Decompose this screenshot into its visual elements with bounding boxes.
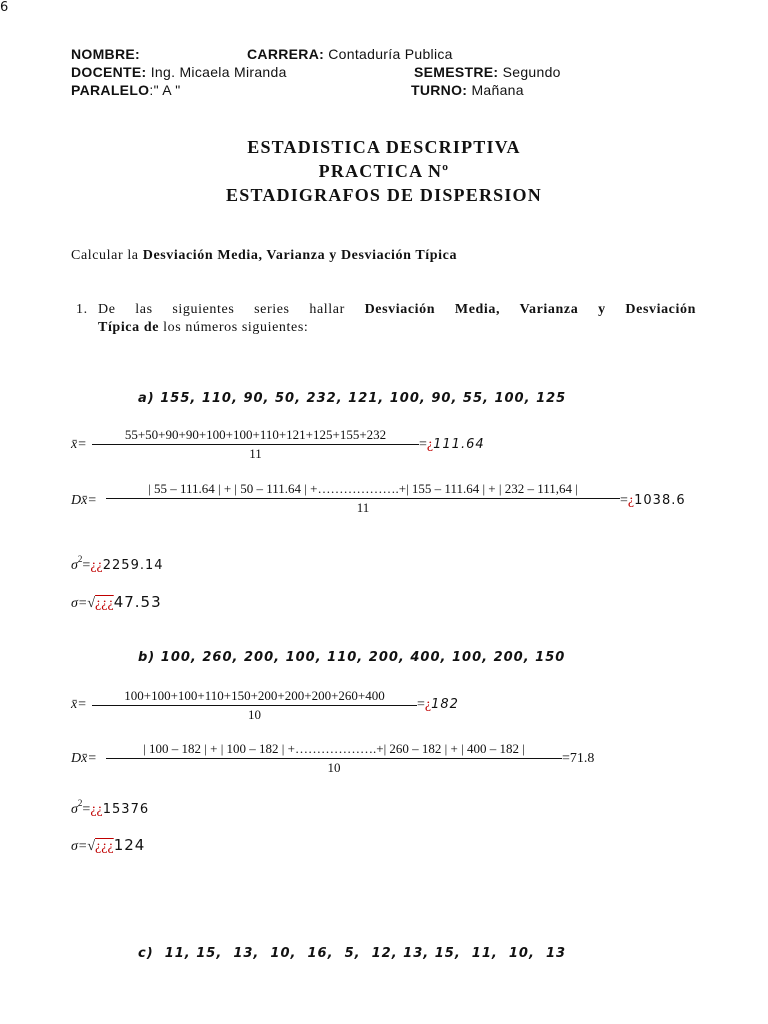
- mean-b-fraction-bar: [92, 705, 417, 706]
- mean-a-lhs: [71, 437, 87, 453]
- var-b-eq: =: [82, 802, 91, 817]
- exercise-number: 1.: [76, 302, 88, 317]
- carrera-field: [247, 46, 453, 62]
- var-a-exponent: 2: [77, 554, 83, 564]
- mean-b-denominator: 10: [248, 707, 261, 722]
- dm-a-xbar: x̄=: [81, 493, 97, 508]
- dm-b-denominator: 10: [327, 760, 341, 775]
- mean-a-fraction: [92, 427, 419, 462]
- var-b-value: 15376: [102, 802, 150, 817]
- paralelo-value: :" A ": [149, 82, 181, 98]
- title-line-1: ESTADISTICA DESCRIPTIVA: [247, 137, 521, 157]
- dm-b-fraction-bar: [106, 758, 562, 759]
- semestre-value: Segundo: [502, 64, 561, 80]
- mean-a-denominator: 11: [249, 446, 262, 461]
- exercise-line-1: [98, 302, 696, 318]
- var-b-exponent: 2: [77, 798, 83, 808]
- dm-b-fraction: [106, 741, 562, 776]
- mean-a-result: [419, 437, 485, 453]
- mean-b-symbol: x̄=: [71, 697, 87, 712]
- var-a-eq: =: [82, 558, 91, 573]
- mean-b-lhs: [71, 697, 87, 713]
- carrera-value: Contaduría Publica: [328, 46, 453, 62]
- mean-a-value: 111.64: [433, 437, 485, 452]
- dm-b-numerator: | 100 – 182 | + | 100 – 182 | +……………….+| 260 – 182 | + | 400 – 182 |: [143, 741, 525, 756]
- dm-b-d: D: [71, 751, 82, 766]
- dm-a-result: [620, 493, 686, 509]
- semestre-field: [414, 64, 561, 80]
- sd-b-glyph: ¿¿¿: [95, 839, 114, 854]
- var-b-sigma: σ: [71, 802, 78, 817]
- dm-a-glyph: ¿: [627, 493, 635, 508]
- turno-field: [411, 82, 524, 98]
- instruction-prefix: Calcular la: [71, 248, 143, 263]
- turno-value: Mañana: [471, 82, 524, 98]
- docente-value: Ing. Micaela Miranda: [150, 64, 287, 80]
- exercise-text-b: los números siguientes:: [159, 320, 309, 335]
- mean-a-glyph: ¿: [426, 437, 434, 452]
- mean-b-eq: =: [417, 697, 425, 712]
- mean-b-value: 182: [431, 697, 459, 712]
- dm-a-numerator: | 55 – 111.64 | + | 50 – 111.64 | +……………….+| 155 – 111.64 | + | 232 – 111,64 |: [148, 481, 578, 496]
- dm-a-value: 1038.6: [634, 493, 686, 508]
- exercise-text-a: De las siguientes series hallar: [98, 302, 365, 317]
- series-b: b) 100, 260, 200, 100, 110, 200, 400, 100, 200, 150: [138, 650, 566, 665]
- sd-a-glyph: ¿¿¿: [95, 596, 114, 611]
- exercise-line-2: [98, 320, 308, 336]
- nombre-label: NOMBRE:: [71, 46, 140, 62]
- sd-b-sigma: σ=: [71, 839, 88, 854]
- paralelo-field: [71, 82, 181, 98]
- sd-a-value: 47.53: [113, 593, 162, 611]
- dm-a-denominator: 11: [356, 500, 370, 515]
- mean-a-fraction-bar: [92, 444, 419, 445]
- instruction-bold: Desviación Media, Varianza y Desviación Típica: [142, 248, 458, 263]
- carrera-label: CARRERA:: [247, 46, 325, 62]
- var-a-sigma: σ: [71, 558, 78, 573]
- title-line-3: ESTADIGRAFOS DE DISPERSION: [226, 185, 542, 205]
- mean-a-numerator: 55+50+90+90+100+100+110+121+125+155+232: [124, 427, 387, 442]
- var-b: [71, 798, 149, 818]
- mean-b-result: [417, 697, 459, 713]
- dm-a-lhs: [71, 493, 97, 509]
- var-a-value: 2259.14: [102, 558, 164, 573]
- docente-field: [71, 64, 287, 80]
- dm-b-xbar: x̄=: [81, 751, 97, 766]
- docente-label: DOCENTE:: [71, 64, 147, 80]
- series-c: c) 11, 15, 13, 10, 16, 5, 12, 13, 15, 11, 10, 13: [138, 946, 567, 961]
- dm-b-result: =71.8: [562, 751, 595, 766]
- mean-b-fraction: [92, 688, 417, 723]
- title-line-2: PRACTICA Nº: [318, 161, 450, 181]
- dm-a-fraction: [106, 481, 620, 516]
- var-b-glyph: ¿¿: [90, 802, 103, 817]
- var-a-glyph: ¿¿: [90, 558, 103, 573]
- turno-label: TURNO:: [411, 82, 468, 98]
- var-a: [71, 554, 164, 574]
- dm-b-lhs: [71, 751, 97, 767]
- sd-b: [71, 836, 145, 855]
- semestre-label: SEMESTRE:: [414, 64, 499, 80]
- dm-a-eq: =: [620, 493, 628, 508]
- nombre-field: [71, 46, 140, 62]
- mean-b-numerator: 100+100+100+110+150+200+200+200+260+400: [124, 688, 385, 703]
- instruction: [71, 248, 457, 264]
- mean-a-symbol: x̄=: [71, 437, 87, 452]
- mean-b-glyph: ¿: [424, 697, 432, 712]
- mean-a-eq: =: [419, 437, 427, 452]
- exercise-bold-a: Desviación Media, Varianza y Desviación: [364, 302, 696, 317]
- sd-a: [71, 593, 162, 612]
- dm-a-d: D: [71, 493, 82, 508]
- sd-a-sigma: σ=: [71, 596, 88, 611]
- dm-a-fraction-bar: [106, 498, 620, 499]
- sd-b-value: 124: [113, 836, 146, 854]
- sd-a-root: √: [87, 596, 96, 611]
- dm-a-wrap: 6: [0, 0, 10, 15]
- paralelo-label: PARALELO: [71, 82, 150, 98]
- series-a: a) 155, 110, 90, 50, 232, 121, 100, 90, 55, 100, 125: [138, 391, 567, 406]
- exercise-bold-b: Típica de: [98, 320, 160, 335]
- sd-b-root: √: [87, 839, 96, 854]
